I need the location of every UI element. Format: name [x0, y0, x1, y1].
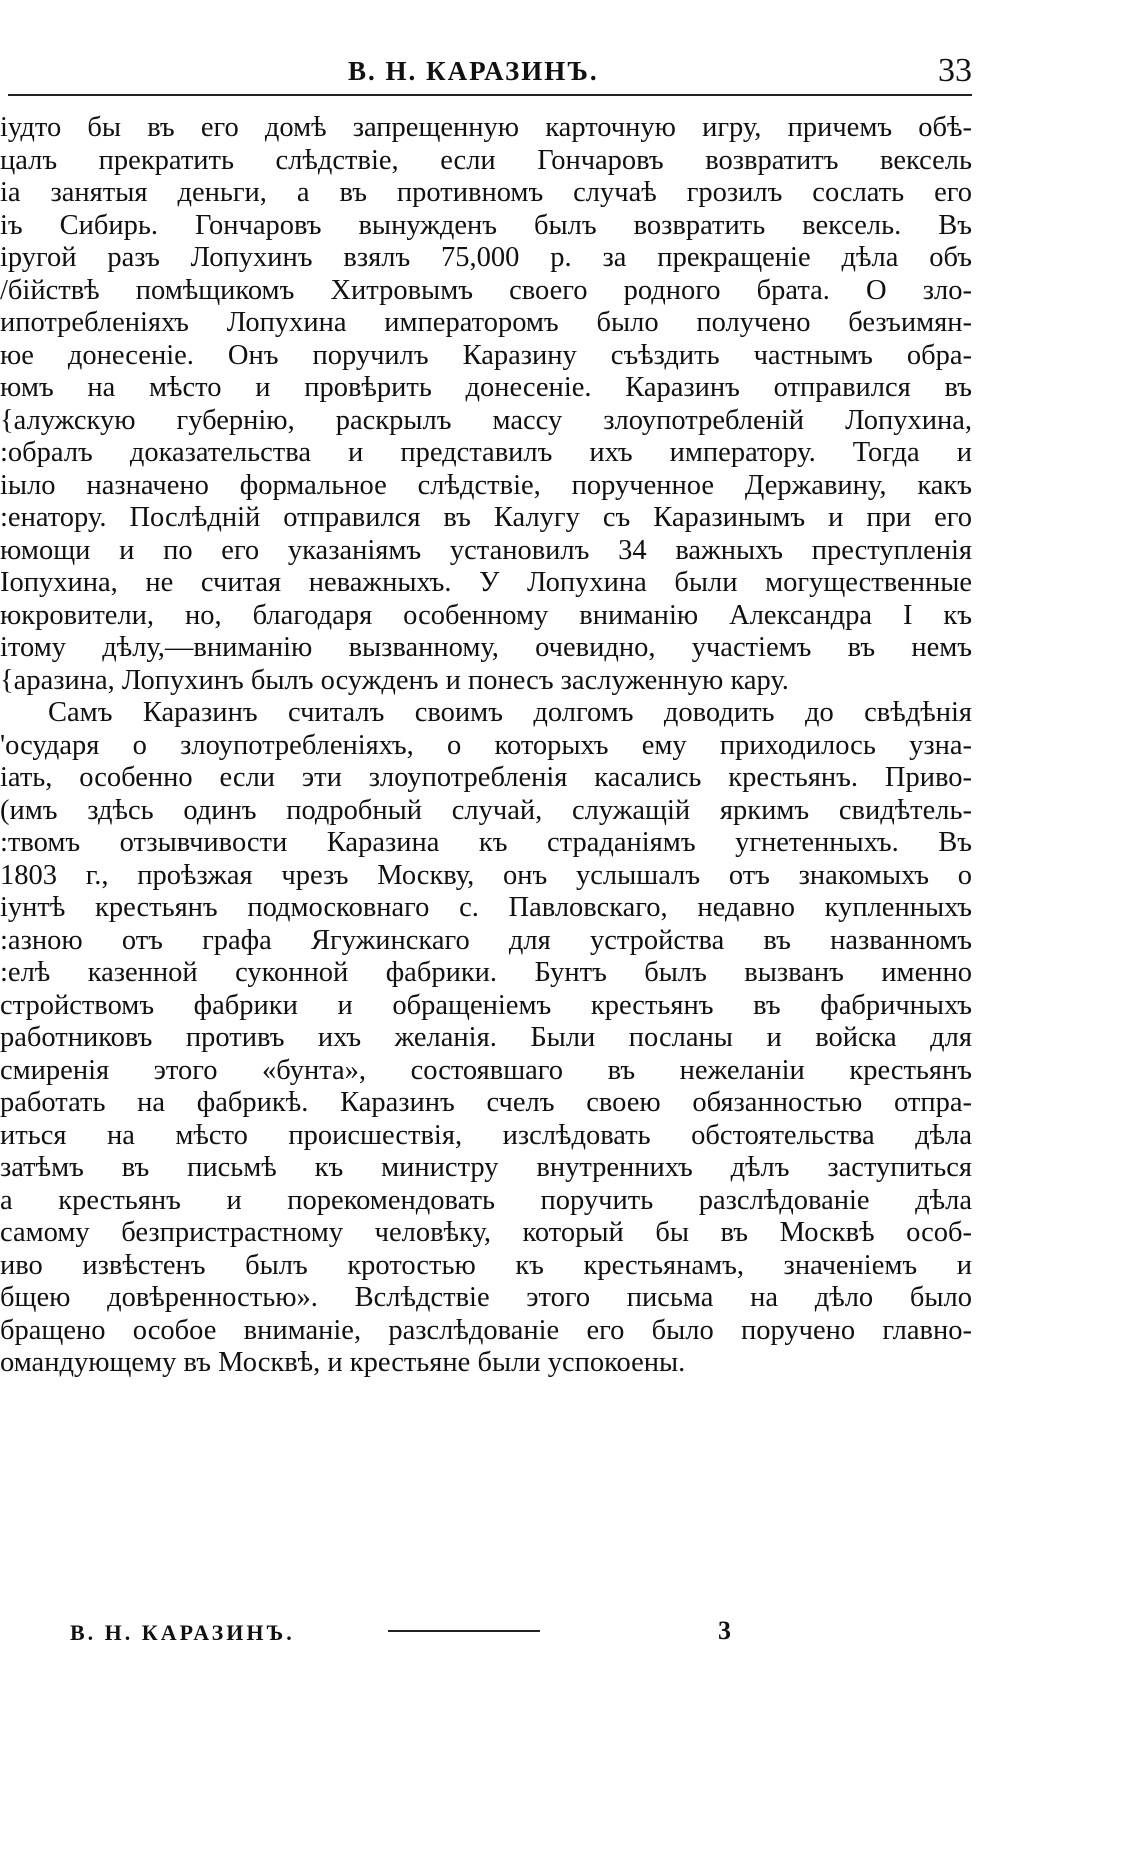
- text-line: юмощи и по его указаніямъ установилъ 34 важныхъ преступленія: [0, 534, 972, 566]
- text-line: самому безпристрастному человѣку, который бы въ Москвѣ особ-: [0, 1217, 972, 1248]
- text-line: иво извѣстенъ былъ кротостью къ крестьянамъ, значеніемъ и: [0, 1249, 972, 1281]
- running-head-title: В. Н. КАРАЗИНЪ.: [348, 56, 599, 86]
- text-line: юе донесеніе. Онъ поручилъ Каразину съѣздить частнымъ обра-: [0, 339, 972, 371]
- text-line: юкровители, но, благодаря особенному вниманію Александра I къ: [0, 599, 972, 631]
- paragraph-2: [0, 697, 972, 1380]
- text-line: 1803 г., проѣзжая чрезъ Москву, онъ услышалъ отъ знакомыхъ о: [0, 859, 972, 891]
- text-line: :елѣ казенной суконной фабрики. Бунтъ былъ вызванъ именно: [0, 957, 972, 988]
- text-line: работать на фабрикѣ. Каразинъ счелъ своею обязанностью отпра-: [0, 1087, 972, 1118]
- footer: [70, 1616, 970, 1660]
- paragraph-1: [0, 112, 972, 697]
- text-line: работниковъ противъ ихъ желанія. Были посланы и войска для: [0, 1022, 972, 1053]
- text-line: іать, особенно если эти злоупотребленія касались крестьянъ. Приво-: [0, 762, 972, 793]
- body-text: [0, 112, 972, 1380]
- text-line: бщею довѣренностью». Вслѣдствіе этого письма на дѣло было: [0, 1282, 972, 1313]
- text-line: {аразина, Лопухинъ былъ осужденъ и понесъ заслуженную кару.: [0, 664, 789, 696]
- text-line: смиренія этого «бунта», состоявшаго въ нежеланіи крестьянъ: [0, 1054, 972, 1086]
- header-rule: [8, 94, 972, 96]
- running-head: [8, 52, 972, 96]
- text-line: іудто бы въ его домѣ запрещенную карточную игру, причемъ обѣ-: [0, 112, 972, 143]
- text-line: (имъ здѣсь одинъ подробный случай, служащій яркимъ свидѣтель-: [0, 794, 972, 826]
- text-line: іругой разъ Лопухинъ взялъ 75,000 р. за прекращеніе дѣла объ: [0, 242, 972, 273]
- footer-signature: В. Н. КАРАЗИНЪ.: [70, 1620, 295, 1645]
- text-line: Іопухина, не считая неважныхъ. У Лопухина были могущественные: [0, 567, 972, 598]
- text-line: стройствомъ фабрики и обращеніемъ крестьянъ въ фабричныхъ: [0, 989, 972, 1021]
- text-line: затѣмъ въ письмѣ къ министру внутреннихъ дѣлъ заступиться: [0, 1152, 972, 1183]
- text-line: юмъ на мѣсто и провѣрить донесеніе. Каразинъ отправился въ: [0, 372, 972, 403]
- footer-rule: [388, 1630, 540, 1632]
- text-line: :азною отъ графа Ягужинскаго для устройства въ названномъ: [0, 924, 972, 956]
- text-line: бращено особое вниманіе, разслѣдованіе его было поручено главно-: [0, 1314, 972, 1346]
- text-line: Самъ Каразинъ считалъ своимъ долгомъ доводить до свѣдѣнія: [48, 697, 972, 728]
- text-line: цалъ прекратить слѣдствіе, если Гончаровъ возвратитъ вексель: [0, 144, 972, 176]
- text-line: іыло назначено формальное слѣдствіе, порученное Державину, какъ: [0, 469, 972, 501]
- text-line: а крестьянъ и порекомендовать поручить разслѣдованіе дѣла: [0, 1184, 972, 1216]
- page-number: 33: [938, 52, 972, 89]
- text-line: омандующему въ Москвѣ, и крестьяне были успокоены.: [0, 1347, 686, 1378]
- text-line: :енатору. Послѣдній отправился въ Калугу съ Каразинымъ и при его: [0, 502, 972, 533]
- text-line: {алужскую губернію, раскрылъ массу злоупотребленій Лопухина,: [0, 404, 972, 436]
- sheet-number: 3: [718, 1616, 731, 1645]
- text-line: 'осударя о злоупотребленіяхъ, о которыхъ ему приходилось узна-: [0, 729, 972, 761]
- text-line: /бійствѣ помѣщикомъ Хитровымъ своего родного брата. О зло-: [0, 274, 972, 306]
- text-line: :твомъ отзывчивости Каразина къ страданіямъ угнетенныхъ. Въ: [0, 827, 972, 858]
- text-line: :обралъ доказательства и представилъ ихъ императору. Тогда и: [0, 437, 972, 468]
- text-line: ітому дѣлу,—вниманію вызванному, очевидно, участіемъ въ немъ: [0, 632, 972, 663]
- text-line: иться на мѣсто происшествія, изслѣдовать обстоятельства дѣла: [0, 1119, 972, 1151]
- text-line: іъ Сибирь. Гончаровъ вынужденъ былъ возвратить вексель. Въ: [0, 209, 972, 241]
- text-line: іа занятыя деньги, а въ противномъ случаѣ грозилъ сослать его: [0, 177, 972, 208]
- text-line: ипотребленіяхъ Лопухина императоромъ было получено безъимян-: [0, 307, 972, 338]
- text-line: іунтѣ крестьянъ подмосковнаго с. Павловскаго, недавно купленныхъ: [0, 892, 972, 923]
